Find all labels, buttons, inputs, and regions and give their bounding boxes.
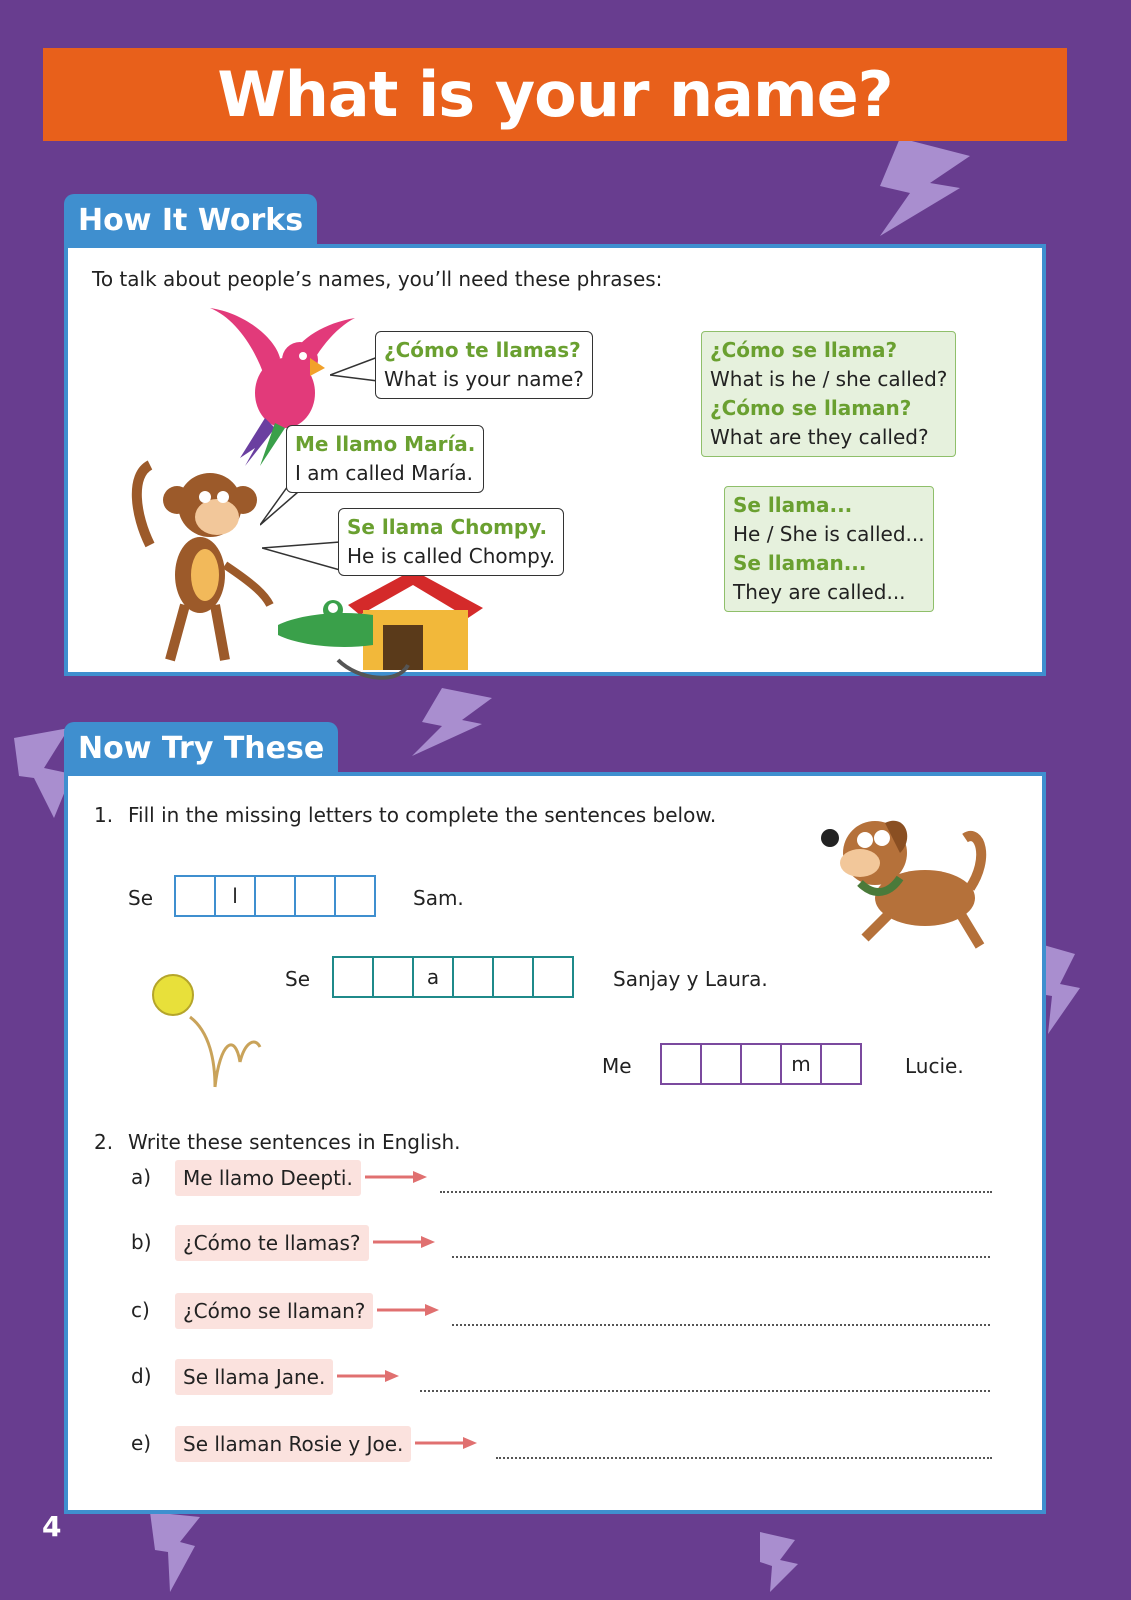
letter-box[interactable] bbox=[820, 1043, 862, 1085]
arrow-right-icon bbox=[373, 1234, 435, 1250]
spanish-sentence: ¿Cómo se llaman? bbox=[175, 1293, 373, 1329]
lightning-bolt-icon bbox=[412, 688, 492, 758]
letter-box[interactable] bbox=[700, 1043, 742, 1085]
letter-boxes-row-1 bbox=[176, 875, 376, 917]
letter-box[interactable]: a bbox=[412, 956, 454, 998]
phrase-spanish: ¿Cómo se llama? bbox=[710, 338, 898, 362]
bubble-tail bbox=[262, 540, 342, 580]
phrase-english: What are they called? bbox=[710, 425, 929, 449]
letter-boxes-row-3 bbox=[662, 1043, 862, 1085]
bubble-tail bbox=[330, 355, 380, 385]
letter-boxes-row-2 bbox=[334, 956, 574, 998]
arrow-right-icon bbox=[337, 1368, 399, 1384]
phrase-english: What is he / she called? bbox=[710, 367, 948, 391]
letter-box[interactable] bbox=[492, 956, 534, 998]
phrase-box-answers bbox=[724, 486, 934, 612]
lightning-bolt-icon bbox=[760, 1532, 800, 1592]
letter-box[interactable] bbox=[372, 956, 414, 998]
letter-box[interactable] bbox=[452, 956, 494, 998]
question-number: 1. bbox=[94, 803, 114, 827]
page-title: What is your name? bbox=[217, 58, 893, 131]
item-label: a) bbox=[131, 1165, 152, 1189]
letter-box[interactable] bbox=[294, 875, 336, 917]
arrow-right-icon bbox=[365, 1169, 427, 1185]
spanish-sentence: Se llama Jane. bbox=[175, 1359, 333, 1395]
spanish-sentence: Se llaman Rosie y Joe. bbox=[175, 1426, 411, 1462]
kennel-crocodile-illustration bbox=[278, 570, 488, 695]
item-label: d) bbox=[131, 1364, 152, 1388]
speech-bubble-monkey bbox=[286, 425, 484, 493]
phrase-english: They are called... bbox=[733, 580, 906, 604]
phrase-english: He / She is called... bbox=[733, 522, 925, 546]
lightning-bolt-icon bbox=[150, 1512, 200, 1592]
item-label: b) bbox=[131, 1230, 152, 1254]
arrow-right-icon bbox=[377, 1302, 439, 1318]
bubble-english: What is your name? bbox=[384, 367, 584, 391]
letter-box[interactable] bbox=[174, 875, 216, 917]
tennis-ball-illustration bbox=[150, 972, 270, 1092]
letter-box[interactable] bbox=[334, 875, 376, 917]
dog-illustration bbox=[820, 808, 1005, 953]
spanish-sentence: ¿Cómo te llamas? bbox=[175, 1225, 369, 1261]
answer-line[interactable] bbox=[420, 1390, 990, 1392]
question-2-text: Write these sentences in English. bbox=[128, 1130, 461, 1154]
tab-now-try-these: Now Try These bbox=[64, 722, 338, 774]
speech-bubble-chompy bbox=[338, 508, 564, 576]
phrase-spanish: Se llaman... bbox=[733, 551, 867, 575]
row-suffix: Sanjay y Laura. bbox=[613, 967, 768, 991]
lightning-bolt-icon bbox=[870, 138, 970, 238]
row-suffix: Lucie. bbox=[905, 1054, 964, 1078]
letter-box[interactable]: l bbox=[214, 875, 256, 917]
letter-box[interactable] bbox=[532, 956, 574, 998]
phrase-box-questions bbox=[701, 331, 956, 457]
letter-box[interactable] bbox=[740, 1043, 782, 1085]
question-1-text: Fill in the missing letters to complete the sentences below. bbox=[128, 803, 717, 827]
spanish-sentence: Me llamo Deepti. bbox=[175, 1160, 361, 1196]
lightning-bolt-icon bbox=[1040, 944, 1080, 1034]
letter-box[interactable] bbox=[332, 956, 374, 998]
letter-box[interactable]: m bbox=[780, 1043, 822, 1085]
bubble-spanish: Me llamo María. bbox=[295, 432, 476, 456]
page-number: 4 bbox=[42, 1510, 62, 1543]
item-label: c) bbox=[131, 1298, 150, 1322]
row-prefix: Me bbox=[602, 1054, 632, 1078]
question-number: 2. bbox=[94, 1130, 114, 1154]
answer-line[interactable] bbox=[440, 1191, 992, 1193]
row-prefix: Se bbox=[128, 886, 153, 910]
row-prefix: Se bbox=[285, 967, 310, 991]
letter-box[interactable] bbox=[254, 875, 296, 917]
bubble-english: He is called Chompy. bbox=[347, 544, 556, 568]
phrase-spanish: Se llama... bbox=[733, 493, 853, 517]
bubble-spanish: Se llama Chompy. bbox=[347, 515, 548, 539]
tab-how-it-works: How It Works bbox=[64, 194, 317, 246]
row-suffix: Sam. bbox=[413, 886, 464, 910]
title-bar bbox=[43, 48, 1067, 141]
arrow-right-icon bbox=[415, 1435, 477, 1451]
bubble-spanish: ¿Cómo te llamas? bbox=[384, 338, 581, 362]
answer-line[interactable] bbox=[452, 1324, 990, 1326]
letter-box[interactable] bbox=[660, 1043, 702, 1085]
bubble-english: I am called María. bbox=[295, 461, 473, 485]
speech-bubble-parrot bbox=[375, 331, 593, 399]
intro-text: To talk about people’s names, you’ll need these phrases: bbox=[92, 267, 663, 291]
item-label: e) bbox=[131, 1431, 152, 1455]
answer-line[interactable] bbox=[452, 1256, 990, 1258]
phrase-spanish: ¿Cómo se llaman? bbox=[710, 396, 912, 420]
answer-line[interactable] bbox=[496, 1457, 992, 1459]
